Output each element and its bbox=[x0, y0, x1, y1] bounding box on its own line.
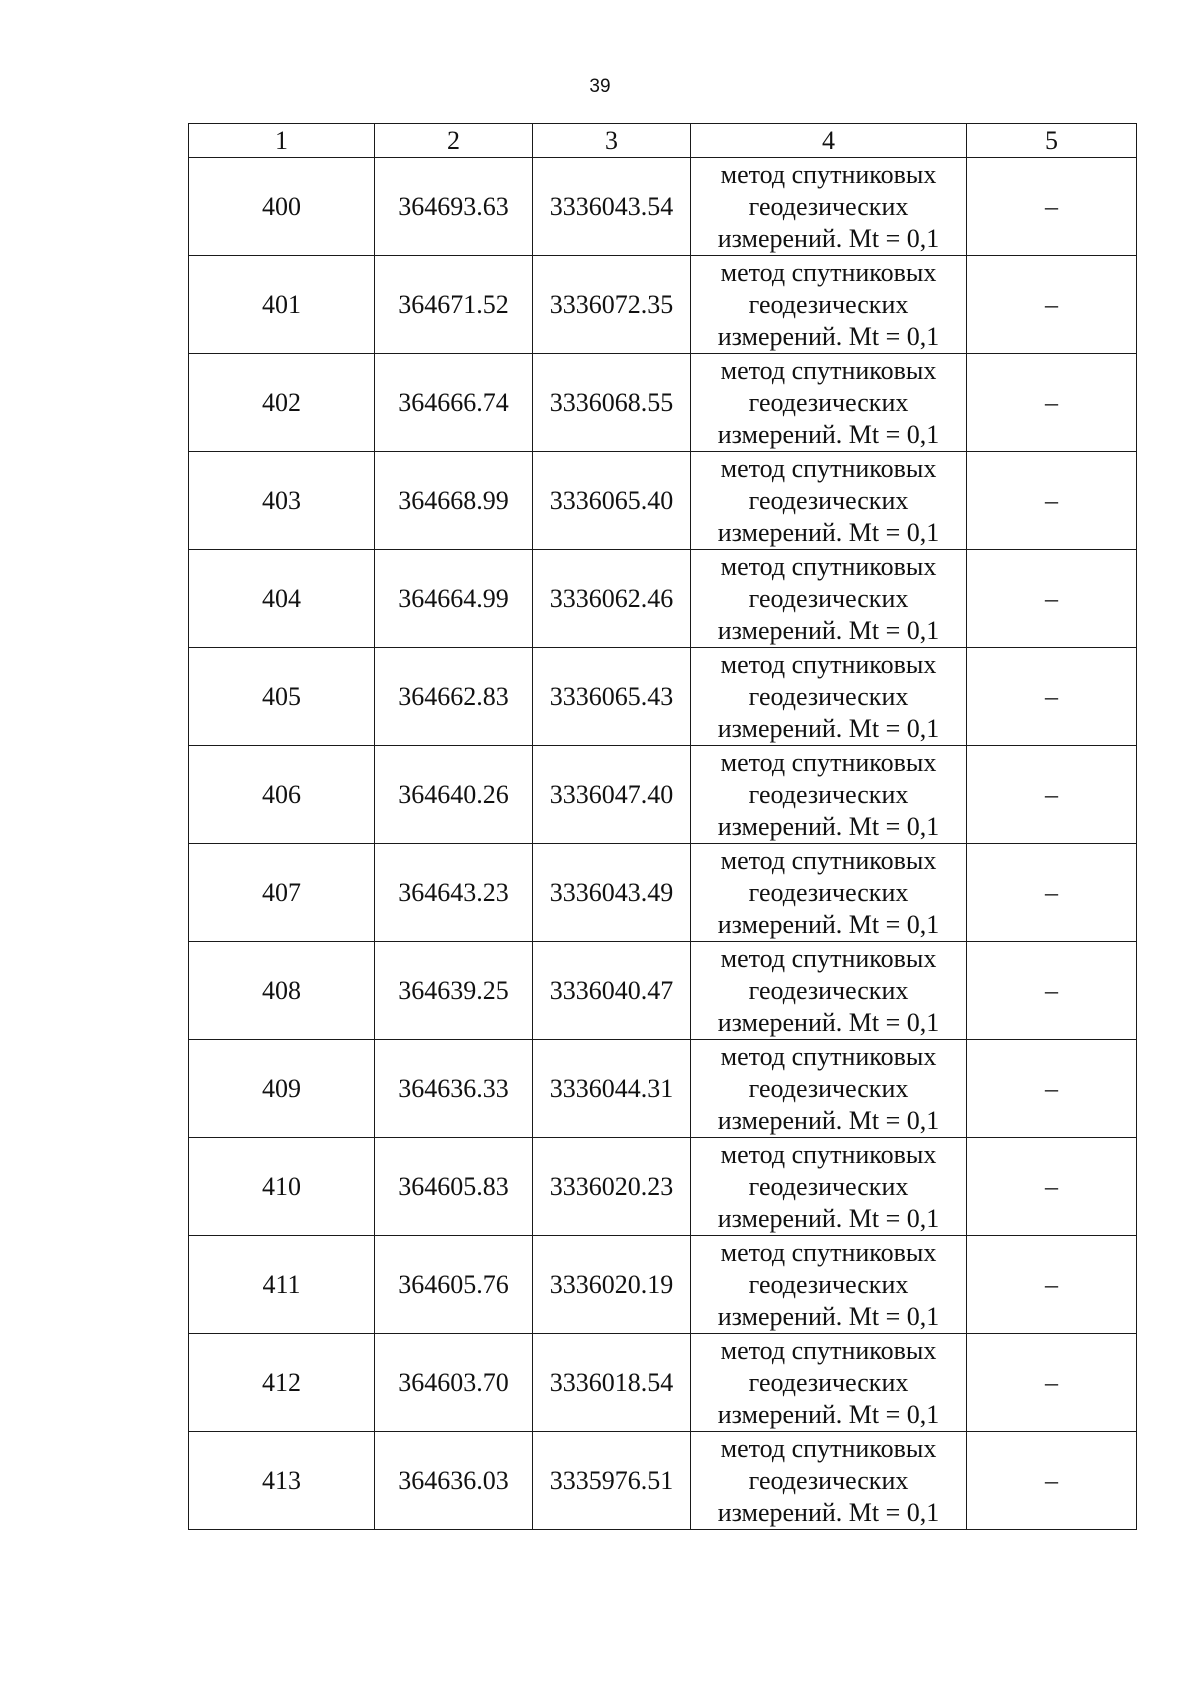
x-coordinate-cell: 364664.99 bbox=[375, 550, 533, 648]
x-coordinate-cell: 364639.25 bbox=[375, 942, 533, 1040]
method-text-line: измерений. Mt = 0,1 bbox=[717, 1497, 940, 1527]
x-coordinate-cell: 364662.83 bbox=[375, 648, 533, 746]
y-coordinate-cell: 3335976.51 bbox=[533, 1432, 691, 1530]
point-number-cell: 400 bbox=[189, 158, 375, 256]
y-coordinate-cell: 3336018.54 bbox=[533, 1334, 691, 1432]
method-text-line: метод спутниковых bbox=[720, 257, 937, 287]
method-text-line: измерений. Mt = 0,1 bbox=[717, 1399, 940, 1429]
table-row bbox=[189, 256, 1137, 354]
coordinates-table bbox=[188, 123, 1137, 1530]
column-header-3: 3 bbox=[533, 124, 691, 158]
method-text-line: измерений. Mt = 0,1 bbox=[717, 223, 940, 253]
method-cell bbox=[691, 648, 967, 746]
method-text-line: геодезических bbox=[748, 779, 909, 809]
y-coordinate-cell: 3336065.43 bbox=[533, 648, 691, 746]
point-number-cell: 409 bbox=[189, 1040, 375, 1138]
y-coordinate-cell: 3336020.19 bbox=[533, 1236, 691, 1334]
point-number-cell: 403 bbox=[189, 452, 375, 550]
table-row bbox=[189, 1236, 1137, 1334]
note-cell: – bbox=[967, 452, 1137, 550]
table-row bbox=[189, 844, 1137, 942]
x-coordinate-cell: 364671.52 bbox=[375, 256, 533, 354]
method-text-line: измерений. Mt = 0,1 bbox=[717, 321, 940, 351]
method-text-line: измерений. Mt = 0,1 bbox=[717, 811, 940, 841]
x-coordinate-cell: 364603.70 bbox=[375, 1334, 533, 1432]
method-text-line: геодезических bbox=[748, 1073, 909, 1103]
y-coordinate-cell: 3336062.46 bbox=[533, 550, 691, 648]
table-body bbox=[189, 158, 1137, 1530]
method-text-line: метод спутниковых bbox=[720, 1041, 937, 1071]
method-text-line: метод спутниковых bbox=[720, 649, 937, 679]
method-cell bbox=[691, 746, 967, 844]
point-number-cell: 405 bbox=[189, 648, 375, 746]
method-text-line: метод спутниковых bbox=[720, 747, 937, 777]
note-cell: – bbox=[967, 942, 1137, 1040]
method-text-line: метод спутниковых bbox=[720, 845, 937, 875]
page-number: 39 bbox=[589, 76, 611, 97]
method-cell bbox=[691, 1432, 967, 1530]
y-coordinate-cell: 3336020.23 bbox=[533, 1138, 691, 1236]
column-header-5: 5 bbox=[967, 124, 1137, 158]
y-coordinate-cell: 3336072.35 bbox=[533, 256, 691, 354]
method-text-line: геодезических bbox=[748, 387, 909, 417]
note-cell: – bbox=[967, 256, 1137, 354]
method-text-line: геодезических bbox=[748, 1171, 909, 1201]
method-cell bbox=[691, 158, 967, 256]
method-text-line: измерений. Mt = 0,1 bbox=[717, 615, 940, 645]
note-cell: – bbox=[967, 550, 1137, 648]
table-row bbox=[189, 354, 1137, 452]
table-row bbox=[189, 1138, 1137, 1236]
method-text-line: измерений. Mt = 0,1 bbox=[717, 1203, 940, 1233]
table-row bbox=[189, 550, 1137, 648]
method-text-line: метод спутниковых bbox=[720, 1139, 937, 1169]
method-text-line: измерений. Mt = 0,1 bbox=[717, 713, 940, 743]
method-text-line: геодезических bbox=[748, 191, 909, 221]
column-header-2: 2 bbox=[375, 124, 533, 158]
column-header-1: 1 bbox=[189, 124, 375, 158]
point-number-cell: 413 bbox=[189, 1432, 375, 1530]
method-cell bbox=[691, 942, 967, 1040]
method-text-line: метод спутниковых bbox=[720, 551, 937, 581]
point-number-cell: 402 bbox=[189, 354, 375, 452]
point-number-cell: 410 bbox=[189, 1138, 375, 1236]
method-cell bbox=[691, 1138, 967, 1236]
point-number-cell: 412 bbox=[189, 1334, 375, 1432]
note-cell: – bbox=[967, 1334, 1137, 1432]
table-row bbox=[189, 452, 1137, 550]
y-coordinate-cell: 3336068.55 bbox=[533, 354, 691, 452]
method-cell bbox=[691, 1040, 967, 1138]
note-cell: – bbox=[967, 158, 1137, 256]
x-coordinate-cell: 364640.26 bbox=[375, 746, 533, 844]
method-text-line: геодезических bbox=[748, 289, 909, 319]
method-text-line: измерений. Mt = 0,1 bbox=[717, 1301, 940, 1331]
note-cell: – bbox=[967, 746, 1137, 844]
method-text-line: метод спутниковых bbox=[720, 159, 937, 189]
table-row bbox=[189, 648, 1137, 746]
method-text-line: геодезических bbox=[748, 485, 909, 515]
method-text-line: геодезических bbox=[748, 583, 909, 613]
method-text-line: метод спутниковых bbox=[720, 943, 937, 973]
x-coordinate-cell: 364693.63 bbox=[375, 158, 533, 256]
table-row bbox=[189, 1040, 1137, 1138]
method-text-line: измерений. Mt = 0,1 bbox=[717, 1105, 940, 1135]
note-cell: – bbox=[967, 1236, 1137, 1334]
method-text-line: геодезических bbox=[748, 1465, 909, 1495]
method-text-line: геодезических bbox=[748, 975, 909, 1005]
point-number-cell: 407 bbox=[189, 844, 375, 942]
x-coordinate-cell: 364643.23 bbox=[375, 844, 533, 942]
table-row bbox=[189, 158, 1137, 256]
x-coordinate-cell: 364636.03 bbox=[375, 1432, 533, 1530]
method-text-line: геодезических bbox=[748, 681, 909, 711]
method-cell bbox=[691, 1334, 967, 1432]
method-text-line: измерений. Mt = 0,1 bbox=[717, 419, 940, 449]
method-cell bbox=[691, 550, 967, 648]
table-row bbox=[189, 1334, 1137, 1432]
note-cell: – bbox=[967, 648, 1137, 746]
y-coordinate-cell: 3336047.40 bbox=[533, 746, 691, 844]
method-text-line: метод спутниковых bbox=[720, 355, 937, 385]
note-cell: – bbox=[967, 1432, 1137, 1530]
method-cell bbox=[691, 452, 967, 550]
y-coordinate-cell: 3336043.49 bbox=[533, 844, 691, 942]
x-coordinate-cell: 364668.99 bbox=[375, 452, 533, 550]
x-coordinate-cell: 364605.76 bbox=[375, 1236, 533, 1334]
note-cell: – bbox=[967, 844, 1137, 942]
x-coordinate-cell: 364636.33 bbox=[375, 1040, 533, 1138]
method-text-line: метод спутниковых bbox=[720, 1433, 937, 1463]
method-text-line: метод спутниковых bbox=[720, 453, 937, 483]
point-number-cell: 404 bbox=[189, 550, 375, 648]
note-cell: – bbox=[967, 1040, 1137, 1138]
y-coordinate-cell: 3336065.40 bbox=[533, 452, 691, 550]
method-cell bbox=[691, 844, 967, 942]
method-cell bbox=[691, 256, 967, 354]
method-text-line: метод спутниковых bbox=[720, 1237, 937, 1267]
method-cell bbox=[691, 354, 967, 452]
method-text-line: геодезических bbox=[748, 1269, 909, 1299]
method-text-line: метод спутниковых bbox=[720, 1335, 937, 1365]
point-number-cell: 401 bbox=[189, 256, 375, 354]
method-cell bbox=[691, 1236, 967, 1334]
table-header bbox=[189, 124, 1137, 158]
table-row bbox=[189, 1432, 1137, 1530]
table-row bbox=[189, 942, 1137, 1040]
method-text-line: измерений. Mt = 0,1 bbox=[717, 517, 940, 547]
note-cell: – bbox=[967, 1138, 1137, 1236]
method-text-line: измерений. Mt = 0,1 bbox=[717, 1007, 940, 1037]
point-number-cell: 406 bbox=[189, 746, 375, 844]
method-text-line: геодезических bbox=[748, 877, 909, 907]
y-coordinate-cell: 3336043.54 bbox=[533, 158, 691, 256]
x-coordinate-cell: 364666.74 bbox=[375, 354, 533, 452]
table-row bbox=[189, 746, 1137, 844]
method-text-line: геодезических bbox=[748, 1367, 909, 1397]
column-header-4: 4 bbox=[691, 124, 967, 158]
y-coordinate-cell: 3336044.31 bbox=[533, 1040, 691, 1138]
y-coordinate-cell: 3336040.47 bbox=[533, 942, 691, 1040]
header-row bbox=[189, 124, 1137, 158]
method-text-line: измерений. Mt = 0,1 bbox=[717, 909, 940, 939]
point-number-cell: 411 bbox=[189, 1236, 375, 1334]
note-cell: – bbox=[967, 354, 1137, 452]
point-number-cell: 408 bbox=[189, 942, 375, 1040]
x-coordinate-cell: 364605.83 bbox=[375, 1138, 533, 1236]
